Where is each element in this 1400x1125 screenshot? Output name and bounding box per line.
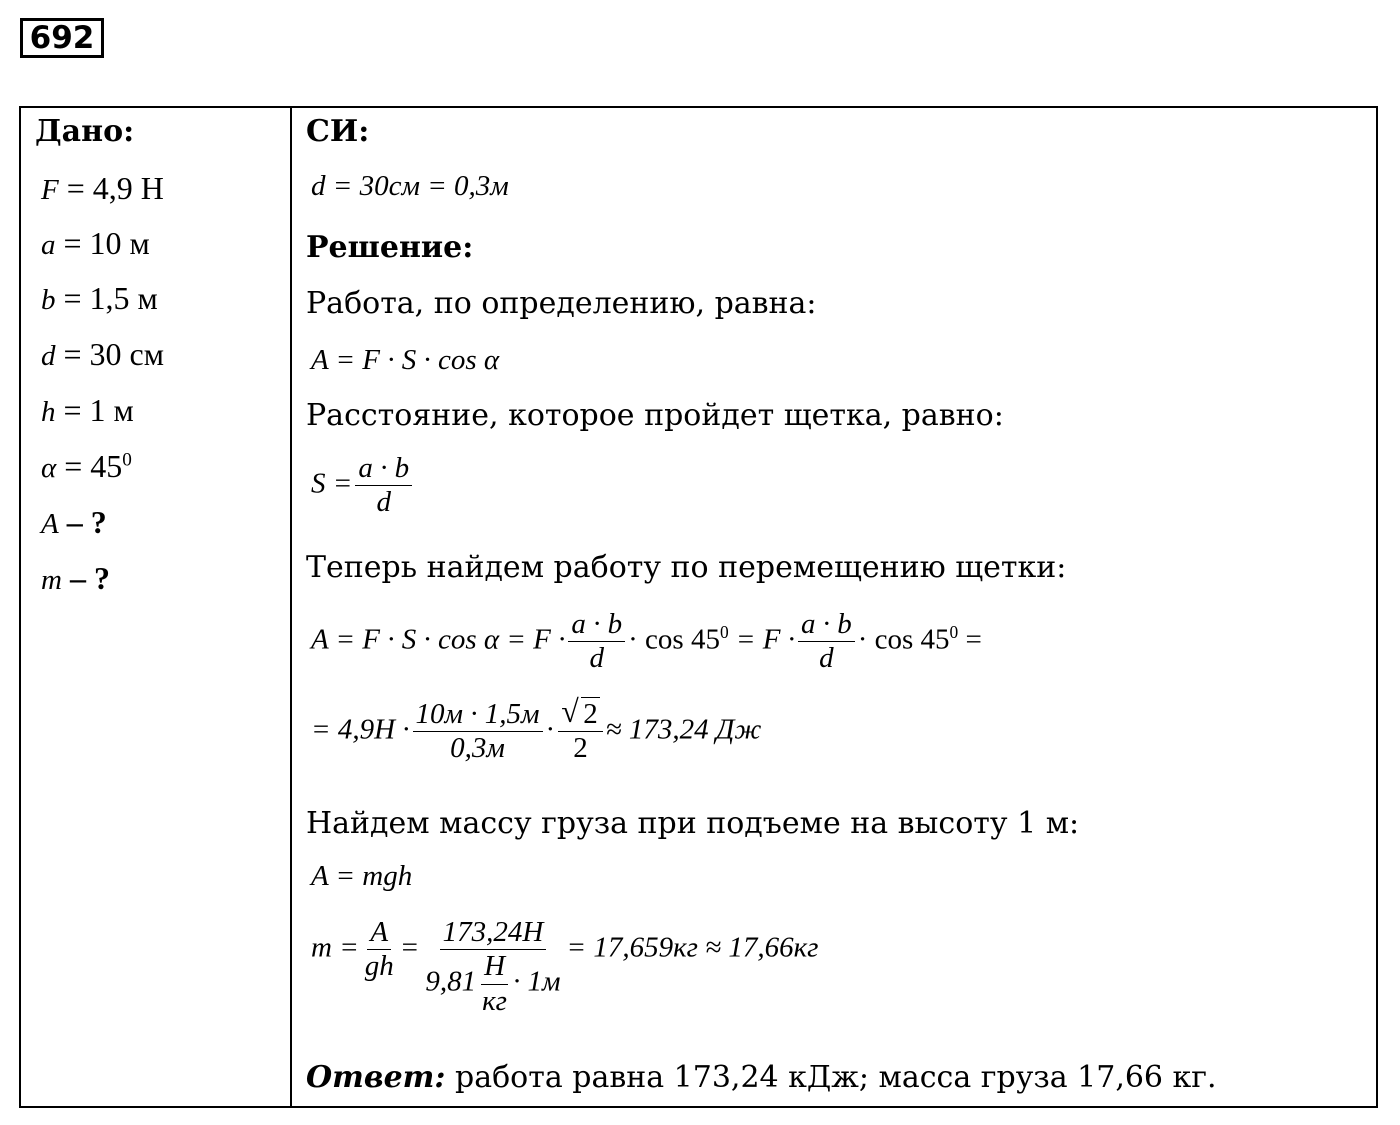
fraction-numerator: 10м · 1,5м: [413, 698, 543, 732]
problem-number: 692: [20, 18, 104, 58]
given-item: [41, 336, 164, 373]
solution-text: Найдем массу груза при подъеме на высоту 1 м:: [306, 806, 1080, 841]
fraction: [568, 608, 625, 676]
fraction-numerator: [558, 698, 603, 732]
fraction-numerator: 173,24H: [440, 916, 547, 950]
given-value: – ?: [66, 504, 107, 540]
formula-sup: 0: [719, 621, 729, 642]
formula-mass: [311, 916, 819, 1018]
fraction-denominator: d: [376, 486, 391, 519]
formula-mgh: A = mgh: [311, 860, 413, 892]
fraction: [798, 608, 855, 676]
fraction-denominator: 0,3м: [450, 732, 505, 765]
given-var: A: [41, 508, 59, 540]
formula-part: = F ·: [728, 623, 795, 656]
formula-part: · cos 45: [857, 623, 950, 656]
given-var: m: [41, 564, 62, 596]
given-item: [41, 448, 132, 485]
fraction: [558, 698, 603, 766]
given-item: [41, 504, 107, 541]
fraction-numerator: H: [481, 950, 508, 984]
fraction-numerator: a · b: [568, 608, 625, 642]
given-item: [41, 225, 150, 262]
given-var: F: [41, 174, 59, 206]
formula-part: = 4,9H ·: [311, 713, 410, 746]
given-heading: Дано:: [35, 114, 135, 149]
formula-part: · cos 45: [628, 623, 720, 656]
formula-part: m =: [311, 931, 359, 964]
fraction: [479, 950, 510, 1018]
solution-text: Работа, по определению, равна:: [306, 286, 817, 321]
formula-sup: 0: [949, 621, 959, 642]
answer: [306, 1060, 1217, 1095]
given-item: [41, 560, 110, 597]
formula-part: A = F · S · cos α = F ·: [311, 623, 566, 656]
answer-text: работа равна 173,24 кДж; масса груза 17,66 кг.: [445, 1060, 1217, 1095]
formula-work-numeric: [311, 698, 761, 766]
column-divider: [290, 108, 292, 1106]
fraction-denominator: кг: [482, 984, 507, 1017]
fraction-denominator: gh: [364, 950, 394, 983]
solution-heading: Решение:: [306, 230, 474, 265]
fraction-numerator: A: [367, 916, 391, 950]
given-value: = 30 см: [63, 336, 164, 372]
solution-text: Расстояние, которое пройдет щетка, равно:: [306, 398, 1004, 433]
formula-part: ≈ 173,24 Дж: [605, 713, 762, 746]
given-item: [41, 280, 158, 317]
given-value: = 1,5 м: [63, 280, 158, 316]
answer-label: Ответ:: [306, 1060, 446, 1095]
given-sup: 0: [122, 449, 132, 471]
fraction-denominator: d: [589, 642, 605, 675]
fraction: [422, 916, 563, 1018]
si-heading: СИ:: [306, 114, 370, 149]
solution-text: Теперь найдем работу по перемещению щетки:: [306, 550, 1067, 585]
formula-part: 9,81: [425, 965, 477, 998]
given-value: = 45: [64, 448, 123, 484]
fraction: [362, 916, 397, 984]
fraction: [355, 452, 412, 520]
formula-distance: [311, 452, 415, 520]
given-var: d: [41, 340, 56, 372]
formula-part: =: [399, 931, 420, 964]
fraction-denominator: 2: [573, 732, 588, 765]
formula-part: S =: [311, 467, 353, 500]
given-var: α: [41, 452, 57, 484]
fraction-denominator: d: [819, 642, 834, 675]
given-item: [41, 170, 164, 207]
formula-part: = 17,659кг ≈ 17,66кг: [566, 931, 819, 964]
fraction-numerator: a · b: [355, 452, 412, 486]
formula-part: ·: [545, 713, 556, 746]
fraction: [413, 698, 543, 766]
si-line: d = 30см = 0,3м: [311, 170, 509, 202]
formula-part: · 1м: [512, 965, 561, 998]
formula-work-expanded: [311, 608, 982, 676]
given-value: = 1 м: [63, 392, 134, 428]
fraction-denominator: [422, 950, 563, 1018]
given-value: – ?: [69, 560, 110, 596]
formula-part: =: [958, 623, 982, 656]
given-value: = 10 м: [63, 225, 150, 261]
solution-table: [19, 106, 1378, 1108]
sqrt-symbol: [561, 698, 600, 731]
formula-work: A = F · S · cos α: [311, 344, 500, 376]
given-var: h: [41, 396, 56, 428]
fraction-numerator: a · b: [798, 608, 855, 642]
given-value: = 4,9 Н: [66, 170, 164, 206]
sqrt-radicand: 2: [583, 698, 598, 730]
given-item: [41, 392, 134, 429]
given-var: a: [41, 229, 56, 261]
given-var: b: [41, 284, 56, 316]
